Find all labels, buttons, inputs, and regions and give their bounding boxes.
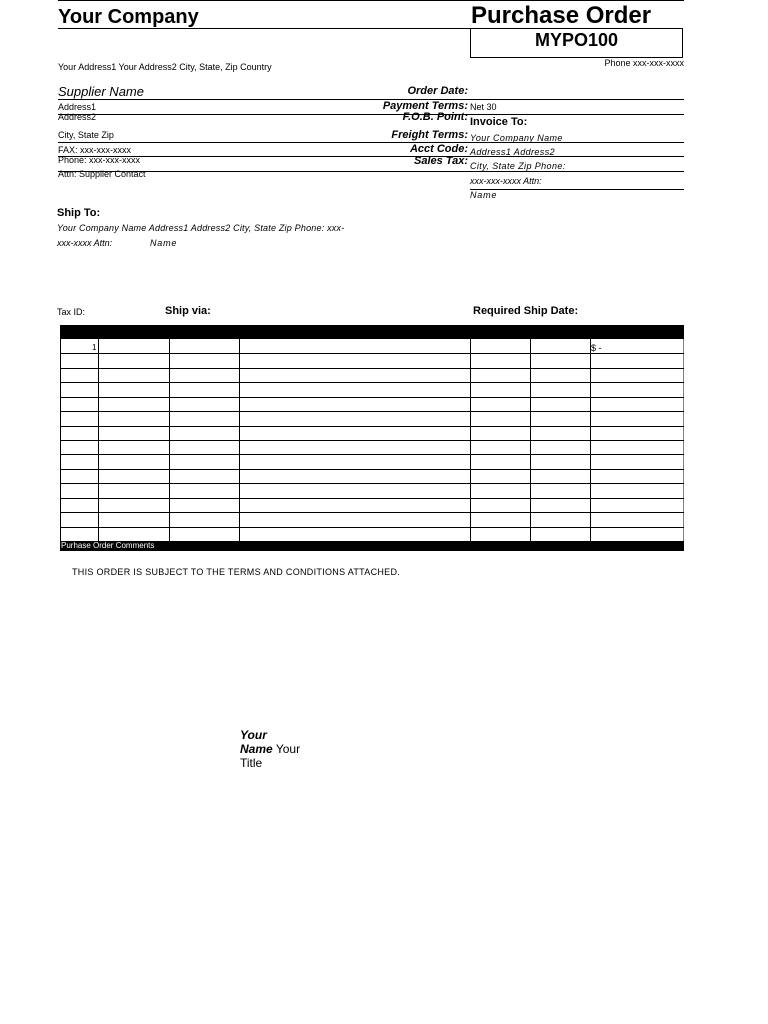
payment-terms-label: Payment Terms: <box>382 100 468 112</box>
fob-point-label: F.O.B. Point: <box>402 111 468 123</box>
company-address: Your Address1 Your Address2 City, State, Zip Country <box>58 62 272 72</box>
comments-bar <box>60 541 684 551</box>
ship-via-label: Ship via: <box>165 305 211 317</box>
company-phone: Phone xxx-xxx-xxxx <box>604 58 684 68</box>
line-items-table <box>60 325 684 551</box>
line-items-header-bar <box>60 325 684 339</box>
signature-block <box>240 728 300 770</box>
freight-terms-label: Freight Terms: <box>391 129 468 141</box>
signer-name-a: Your <box>240 728 267 742</box>
invoice-to-line2: Address1 Address2 <box>470 147 556 157</box>
ship-to-line2-a: xxx-xxxx Attn: <box>57 238 113 248</box>
supplier-city-state-zip: City, State Zip <box>58 130 114 140</box>
line-items-grid <box>60 339 684 541</box>
supplier-address2: Address2 <box>58 112 97 122</box>
comments-label: Purhase Order Comments <box>61 541 155 550</box>
document-title: Purchase Order <box>471 2 652 29</box>
invoice-to-line4: xxx-xxx-xxxx Attn: <box>470 176 542 186</box>
invoice-to-line3: City, State Zip Phone: <box>470 161 566 171</box>
invoice-to-line1: Your Company Name <box>470 133 563 143</box>
company-name: Your Company <box>58 6 199 28</box>
supplier-phone: Phone: xxx-xxx-xxxx <box>58 155 141 165</box>
invoice-to-line5: Name <box>470 190 498 200</box>
tax-id-label: Tax ID: <box>57 307 86 317</box>
payment-terms-value: Net 30 <box>470 102 497 112</box>
supplier-address1: Address1 <box>58 102 97 112</box>
ship-to-line2-b: Name <box>150 238 178 248</box>
signer-title-a: Your <box>275 742 301 756</box>
supplier-rule-5 <box>58 171 684 172</box>
supplier-fax: FAX: xxx-xxx-xxxx <box>58 145 132 155</box>
ship-to-label: Ship To: <box>57 207 101 219</box>
supplier-name: Supplier Name <box>58 84 144 99</box>
invoice-rule-6 <box>470 189 684 190</box>
po-number: MYPO100 <box>534 30 619 50</box>
invoice-to-label: Invoice To: <box>470 116 528 128</box>
signer-name-b: Name <box>240 742 273 756</box>
signer-title-b: Title <box>240 756 263 770</box>
po-number-box <box>470 28 683 58</box>
required-ship-date-label: Required Ship Date: <box>473 305 579 317</box>
ship-to-line1: Your Company Name Address1 Address2 City, State Zip Phone: xxx- <box>57 223 345 233</box>
supplier-attn: Attn: Supplier Contact <box>58 169 146 179</box>
header-rule <box>58 28 470 29</box>
row-number: 1 <box>92 343 97 352</box>
terms-text: THIS ORDER IS SUBJECT TO THE TERMS AND CONDITIONS ATTACHED. <box>72 567 401 577</box>
order-date-label: Order Date: <box>407 85 468 97</box>
row-total: $ - <box>591 343 602 353</box>
top-rule <box>58 0 684 1</box>
sales-tax-label: Sales Tax: <box>413 155 468 167</box>
acct-code-label: Acct Code: <box>409 143 468 155</box>
